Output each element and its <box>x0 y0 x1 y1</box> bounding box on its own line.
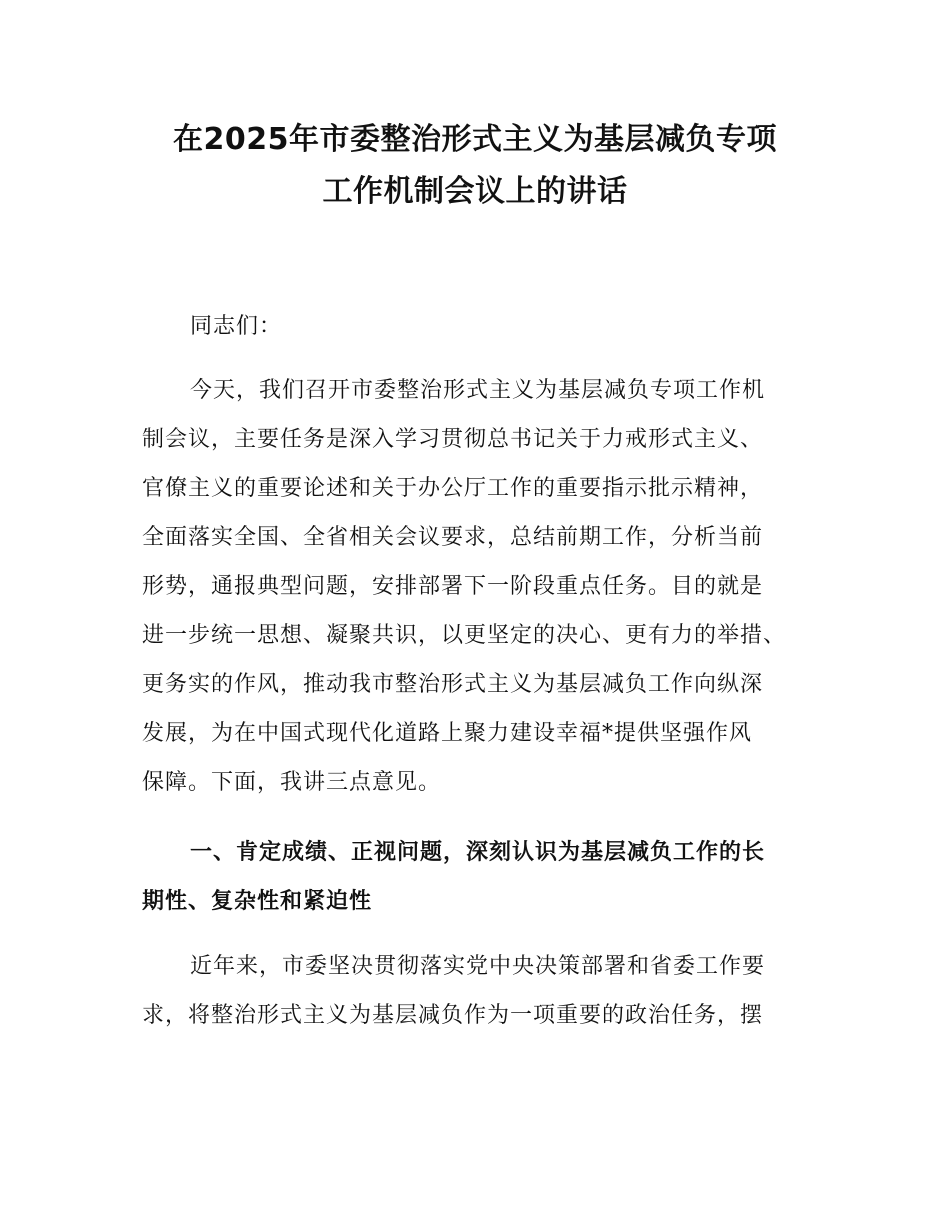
salutation-text: 同志们： <box>190 314 283 339</box>
document-title-line-1: 在2025年市委整治形式主义为基层减负专项 <box>173 122 777 157</box>
paragraph-line: 求，将整治形式主义为基层减负作为一项重要的政治任务，摆 <box>142 1003 764 1028</box>
paragraph-line: 更务实的作风，推动我市整治形式主义为基层减负工作向纵深 <box>142 672 764 697</box>
heading-line: 期性、复杂性和紧迫性 <box>142 889 373 914</box>
paragraph-line: 发展，为在中国式现代化道路上聚力建设幸福*提供坚强作风 <box>142 721 753 746</box>
section-1-paragraph <box>142 942 832 1040</box>
paragraph-line: 官僚主义的重要论述和关于办公厅工作的重要指示批示精神， <box>142 476 764 501</box>
intro-paragraph <box>142 366 832 807</box>
document-title-line-2: 工作机制会议上的讲话 <box>322 174 628 209</box>
paragraph-line: 进一步统一思想、凝聚共识，以更坚定的决心、更有力的举措、 <box>142 623 787 648</box>
paragraph-line: 制会议，主要任务是深入学习贯彻总书记关于力戒形式主义、 <box>142 427 764 452</box>
salutation <box>142 302 832 351</box>
paragraph-line: 形势，通报典型问题，安排部署下一阶段重点任务。目的就是 <box>142 574 764 599</box>
paragraph-line: 近年来，市委坚决贯彻落实党中央决策部署和省委工作要 <box>190 954 766 979</box>
paragraph-line: 保障。下面，我讲三点意见。 <box>142 770 442 795</box>
section-heading-1 <box>142 828 832 926</box>
paragraph-line: 今天，我们召开市委整治形式主义为基层减负专项工作机 <box>190 378 766 403</box>
paragraph-line: 全面落实全国、全省相关会议要求，总结前期工作，分析当前 <box>142 525 764 550</box>
heading-line: 一、肯定成绩、正视问题，深刻认识为基层减负工作的长 <box>190 840 766 865</box>
